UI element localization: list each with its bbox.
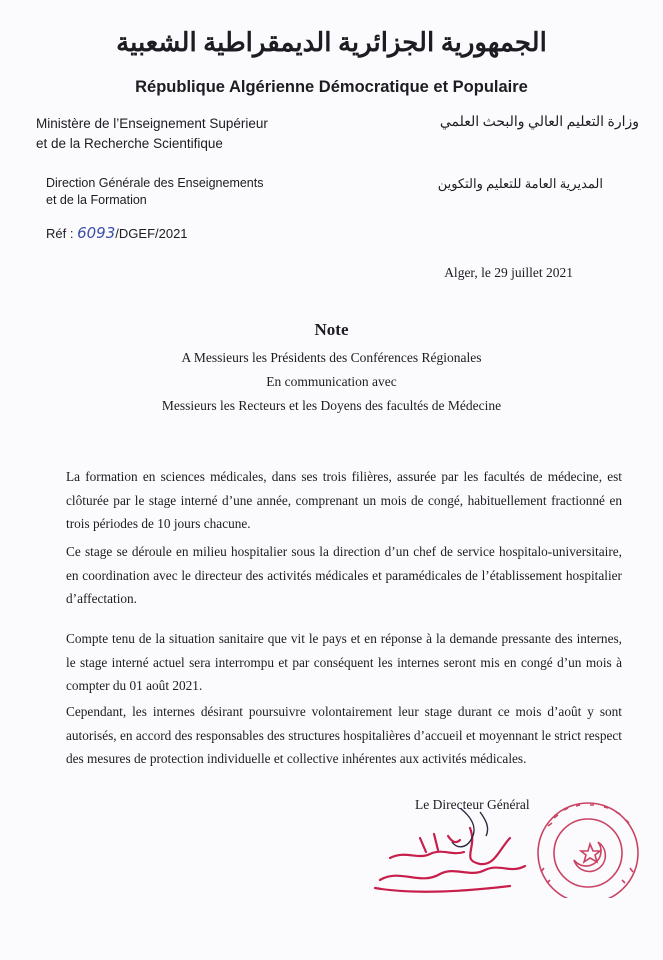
body-paragraph-1: La formation en sciences médicales, dans ses trois filières, assurée par les facultés de médecine, est clôturée par le stage interné d’une année, comprenant un mois de congé, habituellement fractionné en trois périodes de 10 jours chacune. (66, 469, 622, 531)
body-paragraph-3: Compte tenu de la situation sanitaire que vit le pays et en réponse à la demande pressante des internes, le stage interné actuel sera interrompu et par conséquent les internes seront mis en congé d’un mois à compter du 01 août 2021. (66, 631, 622, 693)
body-paragraph-4: Cependant, les internes désirant poursuivre volontairement leur stage durant ce mois d’août y sont autorisés, en accord des responsables des structures hospitalières d’accueil et moyennant le strict respect des mesures de protection individuelle et collective inhérentes aux activités médicales. (66, 704, 622, 766)
handwritten-signature (360, 808, 540, 898)
direction-french (46, 175, 263, 209)
ministry-arabic: وزارة التعليم العالي والبحث العلمي (439, 115, 639, 130)
french-republic-title: République Algérienne Démocratique et Populaire (135, 78, 528, 96)
reference-suffix: /DGEF/2021 (115, 226, 188, 241)
direction-arabic: المديرية العامة للتعليم والتكوين (437, 176, 603, 191)
addressee-line-3: Messieurs les Recteurs et les Doyens des facultés de Médecine (161, 398, 502, 413)
direction-line-1: Direction Générale des Enseignements (46, 176, 264, 190)
reference-handwritten-number: 6093 (77, 224, 116, 242)
date-line: Alger, le 29 juillet 2021 (444, 265, 573, 280)
addressee-line-1: A Messieurs les Présidents des Conférences Régionales (181, 350, 482, 365)
reference-label: Réf : (46, 226, 74, 241)
ministry-french (36, 114, 268, 154)
direction-line-2: et de la Formation (46, 193, 147, 207)
addressee-line-2: En communication avec (266, 374, 397, 389)
ministry-line-1: Ministère de l’Enseignement Supérieur (36, 116, 268, 131)
official-stamp (518, 798, 653, 898)
note-title: Note (314, 320, 349, 339)
body-paragraph-2: Ce stage se déroule en milieu hospitalier sous la direction d’un chef de service hospitalo-universitaire, en coordination avec le directeur des activités médicales et paramédicales de l’établissement hospitalier d’affectation. (66, 544, 622, 606)
ministry-line-2: et de la Recherche Scientifique (36, 136, 223, 151)
signer-title: Le Directeur Général (415, 797, 530, 812)
arabic-republic-title: الجمهورية الجزائرية الديمقراطية الشعبية (116, 28, 547, 57)
reference-number (46, 224, 188, 242)
